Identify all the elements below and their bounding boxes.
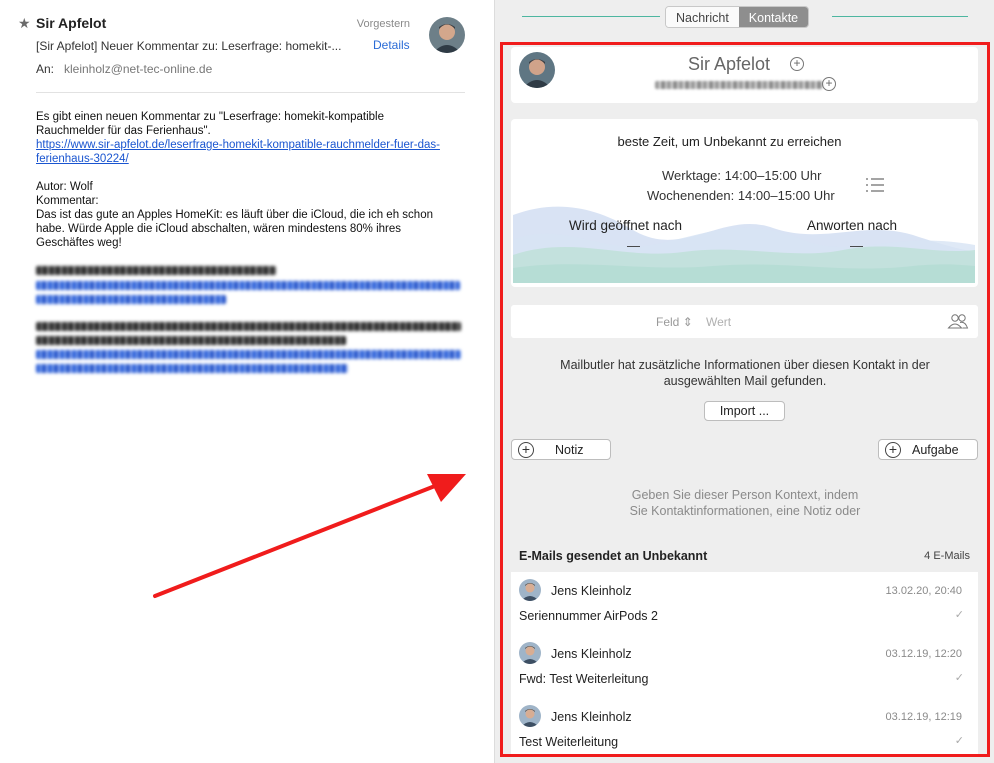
email-sender: Jens Kleinholz: [551, 584, 632, 598]
email-subject: Test Weiterleitung: [519, 735, 619, 749]
redacted-link: [36, 350, 461, 359]
add-email-icon[interactable]: +: [822, 77, 836, 91]
mail-sender: Sir Apfelot: [36, 15, 107, 31]
check-icon: ✓: [954, 609, 964, 621]
redacted-text: [36, 266, 276, 275]
activity-wave-chart: [513, 200, 975, 283]
body-comment-line-2: habe. Würde Apple die iCloud abschalten, wären mindestens 80% ihres: [36, 223, 402, 235]
weekends-time: Wochenenden: 14:00–15:00 Uhr: [647, 188, 835, 203]
redacted-text: [36, 322, 461, 331]
email-list-item[interactable]: [511, 698, 978, 761]
redacted-link: [36, 364, 348, 373]
body-link-line-2[interactable]: ferienhaus-30224/: [36, 153, 129, 165]
check-icon: ✓: [954, 672, 964, 684]
mail-divider: [36, 92, 465, 93]
hint-line-2: Sie Kontaktinformationen, eine Notiz oder: [629, 504, 861, 518]
field-select-label: Feld: [656, 315, 680, 329]
info-text: [525, 357, 965, 389]
emails-count: 4 E-Mails: [924, 550, 970, 562]
body-comment-line-3: Geschäftes weg!: [36, 237, 122, 249]
redacted-text: [36, 336, 346, 345]
task-button-label: Aufgabe: [912, 443, 959, 457]
email-sender: Jens Kleinholz: [551, 647, 632, 661]
body-comment-label: Kommentar:: [36, 195, 99, 207]
best-time-title: beste Zeit, um Unbekannt zu erreichen: [617, 134, 842, 149]
email-date: 03.12.19, 12:20: [885, 648, 962, 660]
plus-circle-icon: +: [885, 442, 901, 458]
info-line-1: Mailbutler hat zusätzliche Informationen über diesen Kontakt in der: [560, 358, 930, 372]
import-button[interactable]: Import ...: [704, 401, 785, 421]
field-select[interactable]: [656, 315, 693, 329]
plus-circle-icon: +: [518, 442, 534, 458]
reply-after-label: Anworten nach: [807, 218, 898, 233]
sender-avatar: [429, 17, 465, 53]
add-name-icon[interactable]: +: [790, 57, 804, 71]
body-link-line-1[interactable]: https://www.sir-apfelot.de/leserfrage-homekit-kompatible-rauchmelder-fuer-das-: [36, 139, 440, 151]
value-input[interactable]: Wert: [706, 315, 732, 329]
tab-contacts[interactable]: Kontakte: [739, 7, 808, 27]
email-date: 13.02.20, 20:40: [885, 585, 962, 597]
redacted-link: [36, 295, 226, 304]
avatar: [519, 642, 541, 664]
avatar: [519, 579, 541, 601]
to-label: An:: [36, 62, 55, 76]
add-task-button[interactable]: [878, 439, 978, 460]
tab-message[interactable]: Nachricht: [666, 7, 739, 27]
mail-subject: [Sir Apfelot] Neuer Kommentar zu: Leserfrage: homekit-...: [36, 39, 342, 53]
email-subject: Fwd: Test Weiterleitung: [519, 672, 649, 686]
redacted-link: [36, 281, 460, 290]
to-address[interactable]: kleinholz@net-tec-online.de: [64, 62, 213, 76]
contact-avatar: [519, 52, 555, 88]
note-button-label: Notiz: [555, 443, 584, 457]
context-hint: [555, 487, 935, 519]
weekdays-time: Werktage: 14:00–15:00 Uhr: [662, 168, 822, 183]
opened-after-label: Wird geöffnet nach: [569, 218, 683, 233]
email-date: 03.12.19, 12:19: [885, 711, 962, 723]
redacted-contact-email: [655, 81, 823, 89]
email-list-item[interactable]: [511, 635, 978, 698]
check-icon: ✓: [954, 735, 964, 747]
tab-switcher: [665, 6, 809, 28]
opened-after-value: —: [627, 238, 640, 253]
body-intro-line-2: Rauchmelder für das Ferienhaus".: [36, 125, 211, 137]
body-author: Autor: Wolf: [36, 181, 93, 193]
email-list-item[interactable]: [511, 572, 978, 635]
star-icon[interactable]: ★: [18, 15, 31, 31]
emails-heading: E-Mails gesendet an Unbekannt: [519, 549, 708, 563]
details-link[interactable]: Details: [373, 38, 410, 52]
email-subject: Seriennummer AirPods 2: [519, 609, 658, 623]
mail-pane: [0, 0, 494, 763]
reply-after-value: —: [850, 238, 863, 253]
avatar: [519, 705, 541, 727]
email-sender: Jens Kleinholz: [551, 710, 632, 724]
tab-rule-left: [522, 16, 660, 17]
custom-field-row: [511, 305, 978, 338]
tab-rule-right: [832, 16, 968, 17]
list-icon[interactable]: [865, 177, 885, 193]
body-comment-line-1: Das ist das gute an Apples HomeKit: es läuft über die iCloud, die ich eh schon: [36, 209, 433, 221]
people-icon[interactable]: [947, 313, 969, 329]
email-list: [511, 572, 978, 754]
body-intro-line-1: Es gibt einen neuen Kommentar zu "Leserfrage: homekit-kompatible: [36, 111, 384, 123]
info-line-2: ausgewählten Mail gefunden.: [663, 374, 827, 388]
mail-date: Vorgestern: [356, 18, 410, 30]
contact-sidebar: [495, 0, 994, 763]
updown-chevron-icon: ⇕: [682, 315, 693, 329]
add-note-button[interactable]: [511, 439, 611, 460]
contact-name: Sir Apfelot: [688, 54, 771, 74]
hint-line-1: Geben Sie dieser Person Kontext, indem: [631, 488, 859, 502]
